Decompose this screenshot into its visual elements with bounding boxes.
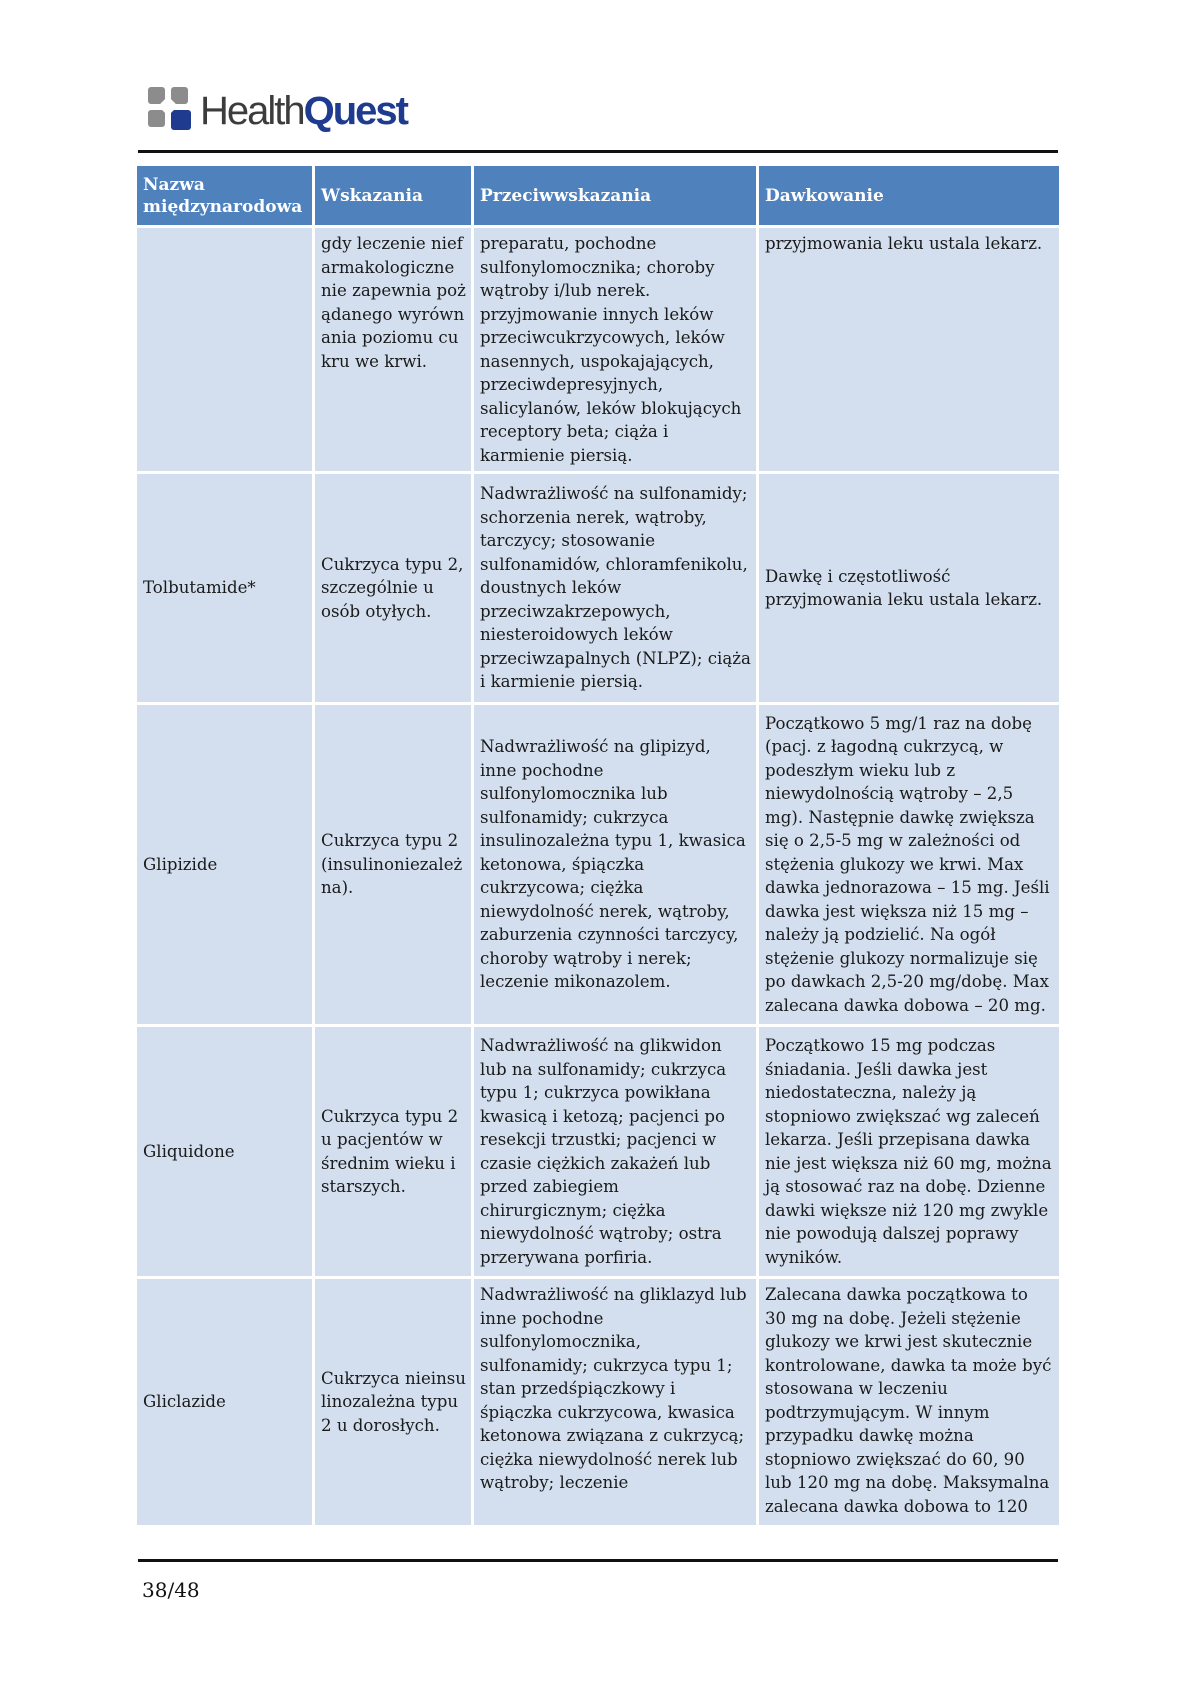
header-rule bbox=[138, 150, 1058, 153]
cell-contraindications: Nadwrażliwość na glikwidon lub na sulfonamidy; cukrzyca typu 1; cukrzyca powikłana kwasicą i ketozą; pacjenci po resekcji trzustki; pacjenci w czasie ciężkich zakażeń lub przed zabiegiem chirurgicznym; ciężka niewydolność wątroby; ostra przerywana porfiria. bbox=[474, 1027, 756, 1276]
cell-contraindications: Nadwrażliwość na gliklazyd lub inne pochodne sulfonylomocznika, sulfonamidy; cukrzyca typu 1; stan przedśpiączkowy i śpiączka cukrzycowa, kwasica ketonowa związana z cukrzycą; ciężka niewydolność nerek lub wątroby; leczenie bbox=[474, 1279, 756, 1525]
cell-indications: gdy leczenie niefarmakologiczne nie zapewnia pożądanego wyrównania poziomu cukru we krwi. bbox=[315, 228, 471, 471]
header-dosage: Dawkowanie bbox=[759, 166, 1059, 225]
page-number: 38/48 bbox=[142, 1578, 200, 1602]
cell-name: Gliclazide bbox=[137, 1279, 312, 1525]
cell-name: Gliquidone bbox=[137, 1027, 312, 1276]
brand-health-text: Health bbox=[200, 89, 304, 133]
table-row bbox=[137, 1027, 1059, 1276]
cell-dosage: przyjmowania leku ustala lekarz. bbox=[759, 228, 1059, 471]
table-row bbox=[137, 474, 1059, 702]
cell-dosage: Zalecana dawka początkowa to 30 mg na dobę. Jeżeli stężenie glukozy we krwi jest skutecznie kontrolowane, dawka ta może być stosowana w leczeniu podtrzymującym. W innym przypadku dawkę można stopniowo zwiększać do 60, 90 lub 120 mg na dobę. Maksymalna zalecana dawka dobowa to 120 bbox=[759, 1279, 1059, 1525]
table-row bbox=[137, 1279, 1059, 1525]
cell-contraindications: preparatu, pochodne sulfonylomocznika; choroby wątroby i/lub nerek. przyjmowanie innych leków przeciwcukrzycowych, leków nasennych, uspokajających, przeciwdepresyjnych, salicylanów, leków blokujących receptory beta; ciąża i karmienie piersią. bbox=[474, 228, 756, 471]
table-row bbox=[137, 228, 1059, 471]
cell-indications: Cukrzyca typu 2 u pacjentów w średnim wieku i starszych. bbox=[315, 1027, 471, 1276]
cell-indications: Cukrzyca typu 2, szczególnie u osób otyłych. bbox=[315, 474, 471, 702]
header-contraindications: Przeciwwskazania bbox=[474, 166, 756, 225]
cell-dosage: Początkowo 15 mg podczas śniadania. Jeśli dawka jest niedostateczna, należy ją stopniowo zwiększać wg zaleceń lekarza. Jeśli przepisana dawka nie jest większa niż 60 mg, można ją stosować raz na dobę. Dzienne dawki większe niż 120 mg zwykle nie powodują dalszej poprawy wyników. bbox=[759, 1027, 1059, 1276]
header-indications: Wskazania bbox=[315, 166, 471, 225]
healthquest-cross-logo-icon bbox=[144, 85, 194, 137]
brand-wordmark bbox=[200, 91, 407, 131]
cell-dosage: Początkowo 5 mg/1 raz na dobę (pacj. z łagodną cukrzycą, w podeszłym wieku lub z niewydolnością wątroby – 2,5 mg). Następnie dawkę zwiększa się o 2,5-5 mg w zależności od stężenia glukozy we krwi. Max dawka jednorazowa – 15 mg. Jeśli dawka jest większa niż 15 mg – należy ją podzielić. Na ogół stężenie glukozy normalizuje się po dawkach 2,5-20 mg/dobę. Max zalecana dawka dobowa – 20 mg. bbox=[759, 705, 1059, 1024]
cell-dosage: Dawkę i częstotliwość przyjmowania leku ustala lekarz. bbox=[759, 474, 1059, 702]
medication-table bbox=[134, 163, 1062, 1528]
header-international-name: Nazwa międzynarodowa bbox=[137, 166, 312, 225]
healthquest-logo bbox=[144, 84, 407, 138]
cell-name bbox=[137, 228, 312, 471]
cell-name: Glipizide bbox=[137, 705, 312, 1024]
table-header-row bbox=[137, 166, 1059, 225]
brand-quest-text: Quest bbox=[303, 89, 407, 133]
cell-indications: Cukrzyca typu 2 (insulinoniezależna). bbox=[315, 705, 471, 1024]
table-row bbox=[137, 705, 1059, 1024]
cell-indications: Cukrzyca nieinsulinozależna typu 2 u dorosłych. bbox=[315, 1279, 471, 1525]
cell-name: Tolbutamide* bbox=[137, 474, 312, 702]
footer-rule bbox=[138, 1559, 1058, 1562]
cell-contraindications: Nadwrażliwość na sulfonamidy; schorzenia nerek, wątroby, tarczycy; stosowanie sulfonamidów, chloramfenikolu, doustnych leków przeciwzakrzepowych, niesteroidowych leków przeciwzapalnych (NLPZ); ciąża i karmienie piersią. bbox=[474, 474, 756, 702]
cell-contraindications: Nadwrażliwość na glipizyd, inne pochodne sulfonylomocznika lub sulfonamidy; cukrzyca insulinozależna typu 1, kwasica ketonowa, śpiączka cukrzycowa; ciężka niewydolność nerek, wątroby, zaburzenia czynności tarczycy, choroby wątroby i nerek; leczenie mikonazolem. bbox=[474, 705, 756, 1024]
